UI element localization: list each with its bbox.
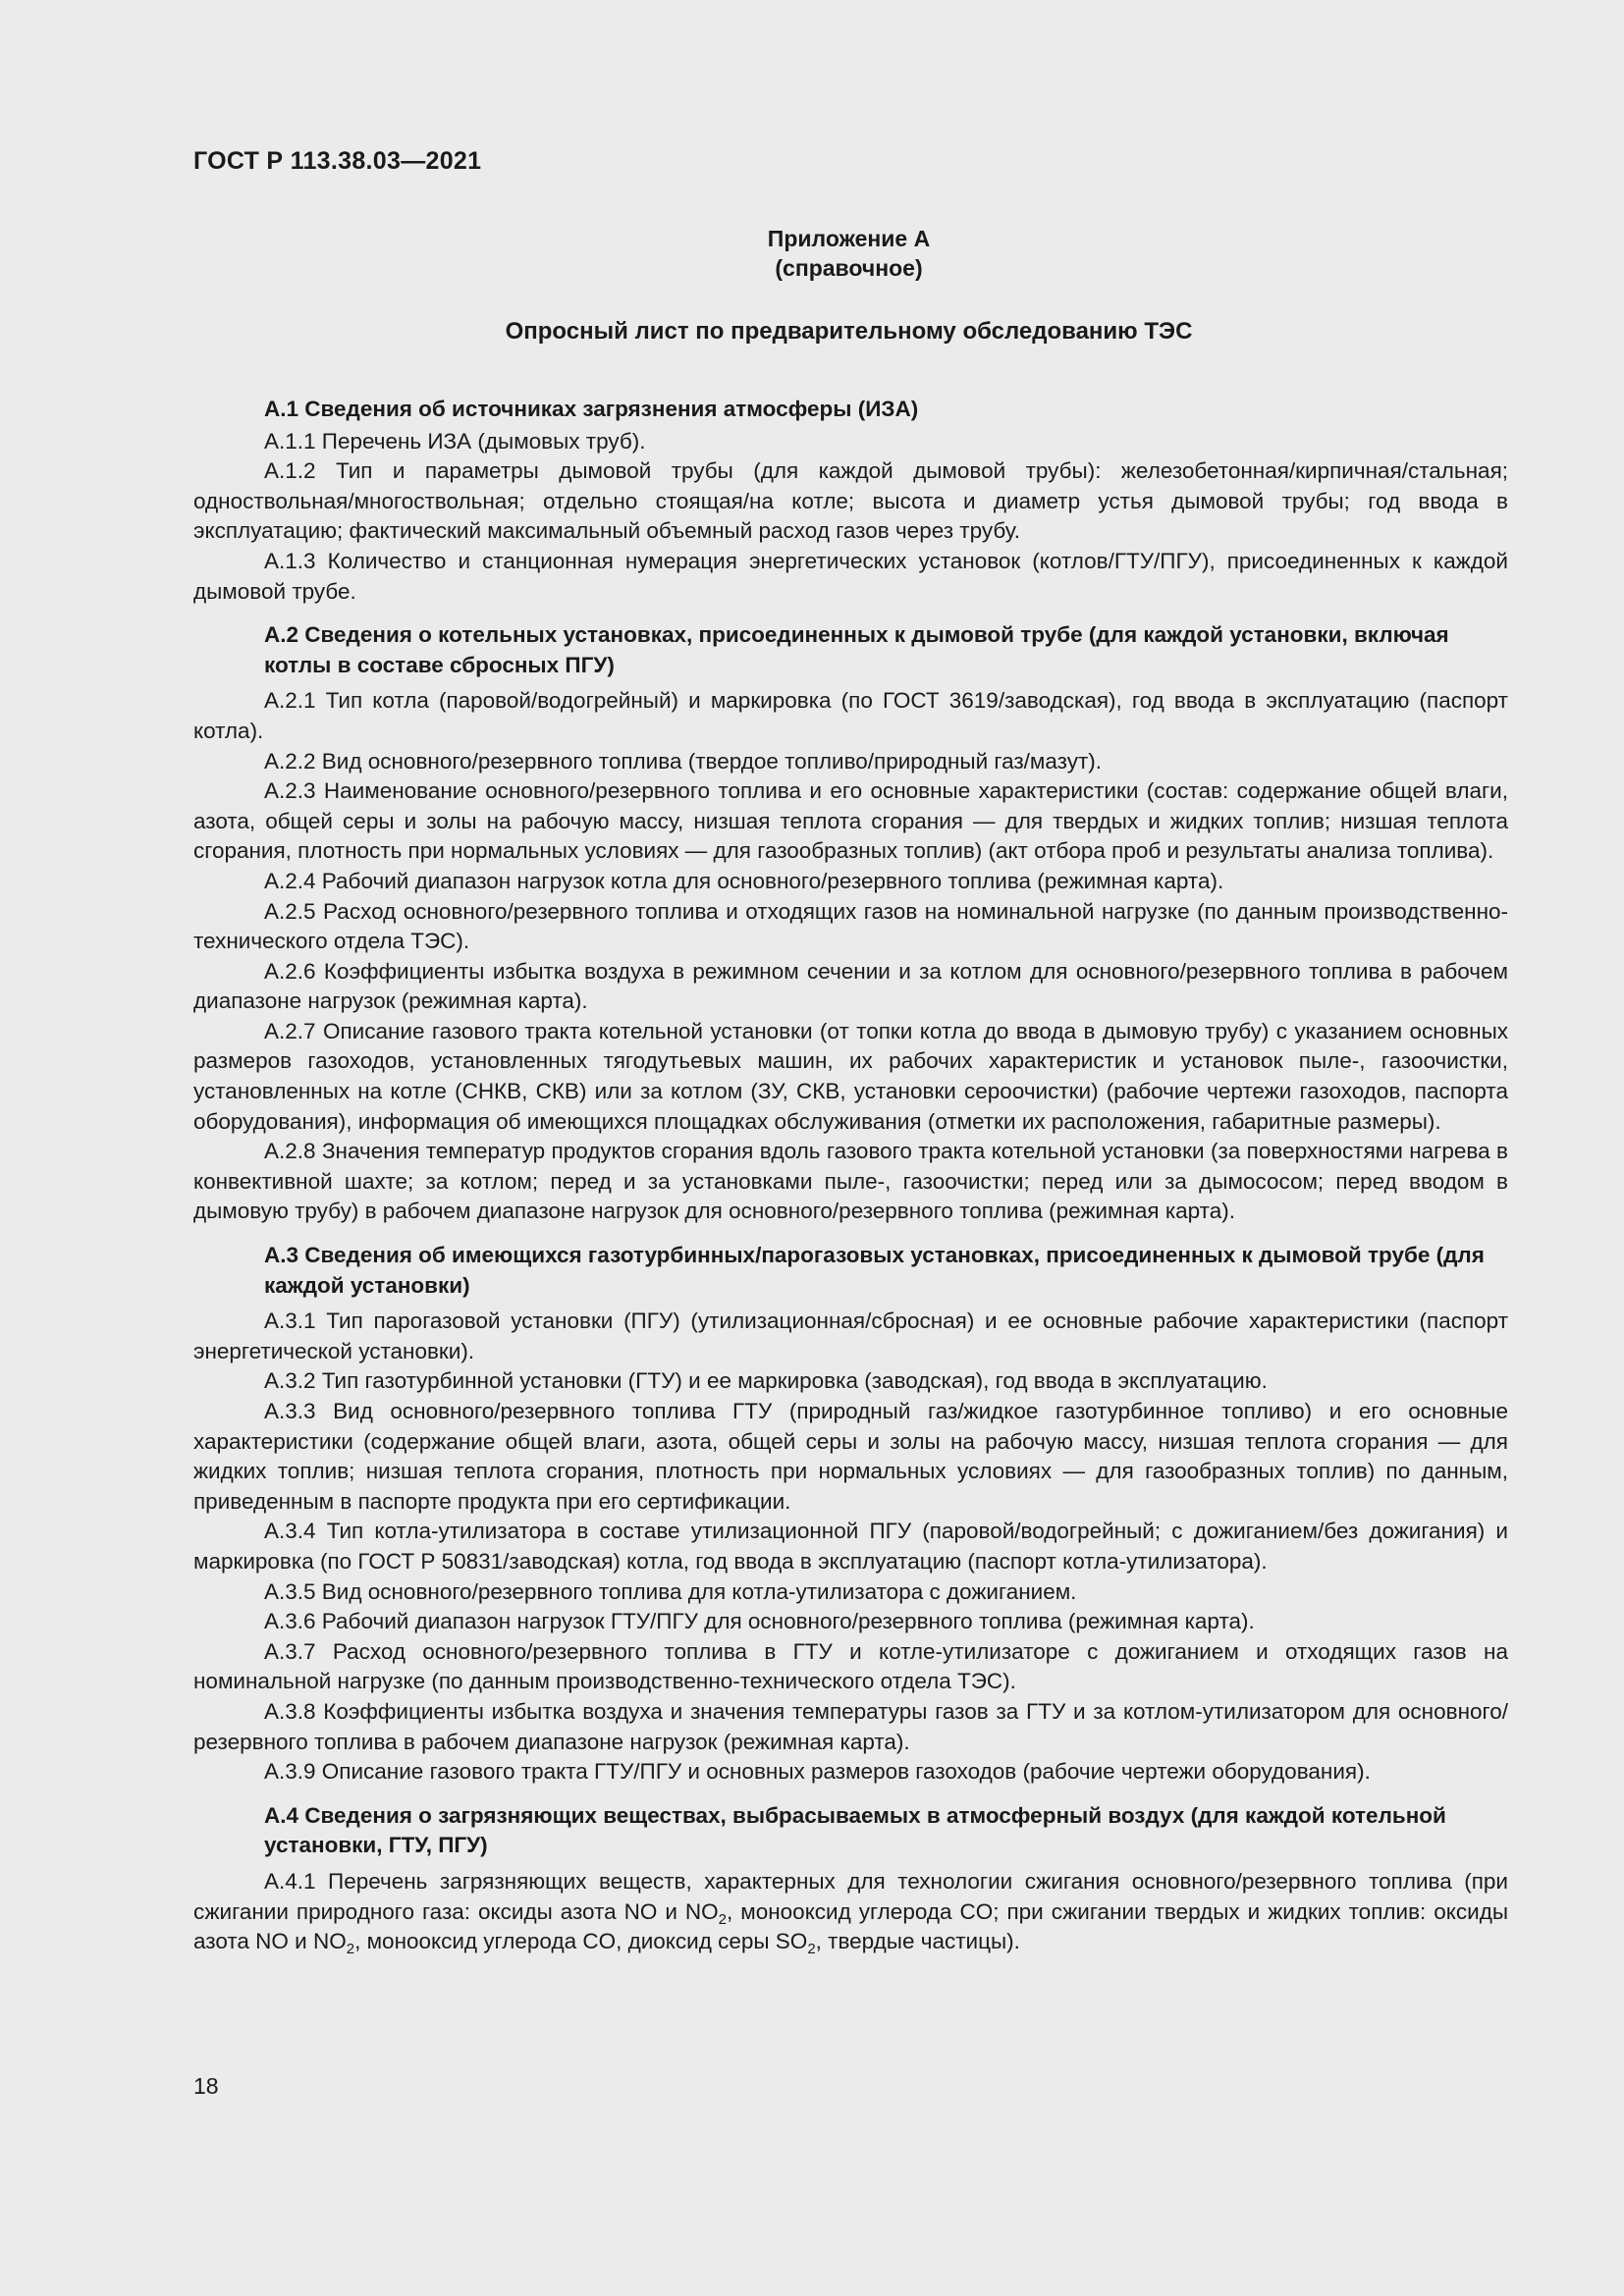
paragraph-a4-1-part2: , монооксид углерода CO; при сжигании твердых и жидких топлив: оксиды азота NO и NO — [193, 1898, 1508, 1954]
document-code: ГОСТ Р 113.38.03—2021 — [193, 147, 482, 175]
page-number: 18 — [193, 2073, 219, 2099]
paragraph-a2-4: А.2.4 Рабочий диапазон нагрузок котла для основного/резервного топлива (режимная карта). — [264, 868, 1224, 893]
paragraph-a4-1-part4: , твердые частицы). — [815, 1929, 1020, 1954]
paragraph-a2-6: А.2.6 Коэффициенты избытка воздуха в режимном сечении и за котлом для основного/резервного топлива в рабочем диапазоне нагрузок (режимная карта). — [193, 958, 1508, 1014]
appendix-type: (справочное) — [775, 255, 923, 281]
paragraph-a2-1: А.2.1 Тип котла (паровой/водогрейный) и маркировка (по ГОСТ 3619/заводская), год ввода в эксплуатацию (паспорт котла). — [193, 688, 1508, 743]
appendix-label: Приложение А — [767, 226, 931, 251]
paragraph-a2-8: А.2.8 Значения температур продуктов сгорания вдоль газового тракта котельной установки (за поверхностями нагрева в конвективной шахте; за котлом; перед и за установками пыле-, газоочистки; перед или за дымососом; перед вводом в дымовую трубу) в рабочем диапазоне нагрузок для основного/резервного топлива (режимная карта). — [193, 1139, 1508, 1224]
section-heading-a4: А.4 Сведения о загрязняющих веществах, выбрасываемых в атмосферный воздух (для каждой котельной установки, ГТУ, ПГУ) — [264, 1802, 1446, 1858]
paragraph-a3-7: А.3.7 Расход основного/резервного топлива в ГТУ и котле-утилизаторе с дожиганием и отходящих газов на номинальной нагрузке (по данным производственно-технического отдела ТЭС). — [193, 1638, 1508, 1694]
paragraph-a4-1-part1: А.4.1 Перечень загрязняющих веществ, характерных для технологии сжигания основного/резервного топлива (при сжигании природного газа: оксиды азота NO и NO — [193, 1868, 1508, 1924]
paragraph-a3-5: А.3.5 Вид основного/резервного топлива для котла-утилизатора с дожиганием. — [264, 1578, 1077, 1604]
section-heading-a3: А.3 Сведения об имеющихся газотурбинных/парогазовых установках, присоединенных к дымовой трубе (для каждой установки) — [264, 1243, 1485, 1298]
paragraph-a3-4: А.3.4 Тип котла-утилизатора в составе утилизационной ПГУ (паровой/водогрейный; с дожиганием/без дожигания) и маркировка (по ГОСТ Р 50831/заводская) котла, год ввода в эксплуатацию (паспорт котла-утилизатора). — [193, 1519, 1508, 1574]
paragraph-a2-3: А.2.3 Наименование основного/резервного топлива и его основные характеристики (состав: содержание общей влаги, азота, общей серы и золы на рабочую массу, низшая теплота сгорания — для твердых и жидких топлив; низшая теплота сгорания, плотность при нормальных условиях — для газообразных топлив) (акт отбора проб и результаты анализа топлива). — [193, 778, 1508, 864]
subscript-2: 2 — [718, 1910, 728, 1928]
paragraph-a2-2: А.2.2 Вид основного/резервного топлива (твердое топливо/природный газ/мазут). — [264, 748, 1103, 774]
paragraph-a3-8: А.3.8 Коэффициенты избытка воздуха и значения температуры газов за ГТУ и за котлом-утилизатором для основного/резервного топлива в рабочем диапазоне нагрузок (режимная карта). — [193, 1698, 1508, 1754]
paragraph-a3-3: А.3.3 Вид основного/резервного топлива ГТУ (природный газ/жидкое газотурбинное топливо) и его основные характеристики (содержание общей влаги, азота, общей серы и золы на рабочую массу, низшая теплота сгорания — для жидких топлив; низшая теплота сгорания, плотность при нормальных условиях — для газообразных топлив) по данным, приведенным в паспорте продукта при его сертификации. — [193, 1399, 1508, 1514]
section-heading-a2: А.2 Сведения о котельных установках, присоединенных к дымовой трубе (для каждой установки, включая котлы в составе сбросных ПГУ) — [264, 622, 1449, 677]
paragraph-a4-1 — [193, 1867, 1508, 1957]
paragraph-a4-1-part3: , монооксид углерода CO, диоксид серы SO — [354, 1929, 808, 1954]
section-heading-a1: А.1 Сведения об источниках загрязнения атмосферы (ИЗА) — [264, 397, 919, 421]
paragraph-a3-6: А.3.6 Рабочий диапазон нагрузок ГТУ/ПГУ для основного/резервного топлива (режимная карта). — [264, 1609, 1255, 1634]
paragraph-a1-2: А.1.2 Тип и параметры дымовой трубы (для каждой дымовой трубы): железобетонная/кирпичная/стальная; одноствольная/многоствольная; отдельно стоящая/на котле; высота и диаметр устья дымовой трубы; год ввода в эксплуатацию; фактический максимальный объемный расход газов через трубу. — [193, 458, 1508, 544]
subscript-2: 2 — [346, 1941, 355, 1958]
paragraph-a1-3: А.1.3 Количество и станционная нумерация энергетических установок (котлов/ГТУ/ПГУ), присоединенных к каждой дымовой трубе. — [193, 548, 1508, 604]
paragraph-a3-9: А.3.9 Описание газового тракта ГТУ/ПГУ и основных размеров газоходов (рабочие чертежи оборудования). — [264, 1759, 1371, 1785]
document-body — [193, 395, 1508, 1957]
subscript-2: 2 — [807, 1941, 816, 1958]
paragraph-a3-1: А.3.1 Тип парогазовой установки (ПГУ) (утилизационная/сбросная) и ее основные рабочие характеристики (паспорт энергетической установки). — [193, 1308, 1508, 1363]
appendix-heading — [0, 224, 1624, 283]
page-title: Опросный лист по предварительному обследованию ТЭС — [505, 318, 1193, 345]
paragraph-a2-7: А.2.7 Описание газового тракта котельной установки (от топки котла до ввода в дымовую трубу) с указанием основных размеров газоходов, установленных тягодутьевых машин, их рабочих характеристик и установок пыле-, газоочистки, установленных на котле (СНКВ, СКВ) или за котлом (ЗУ, СКВ, установки сероочистки) (рабочие чертежи газоходов, паспорта оборудования), информация об имеющихся площадках обслуживания (отметки их расположения, габаритные размеры). — [193, 1018, 1508, 1134]
paragraph-a3-2: А.3.2 Тип газотурбинной установки (ГТУ) и ее маркировка (заводская), год ввода в эксплуатацию. — [264, 1368, 1268, 1394]
paragraph-a2-5: А.2.5 Расход основного/резервного топлива и отходящих газов на номинальной нагрузке (по данным производственно-технического отдела ТЭС). — [193, 898, 1508, 954]
paragraph-a1-1: А.1.1 Перечень ИЗА (дымовых труб). — [264, 428, 646, 454]
